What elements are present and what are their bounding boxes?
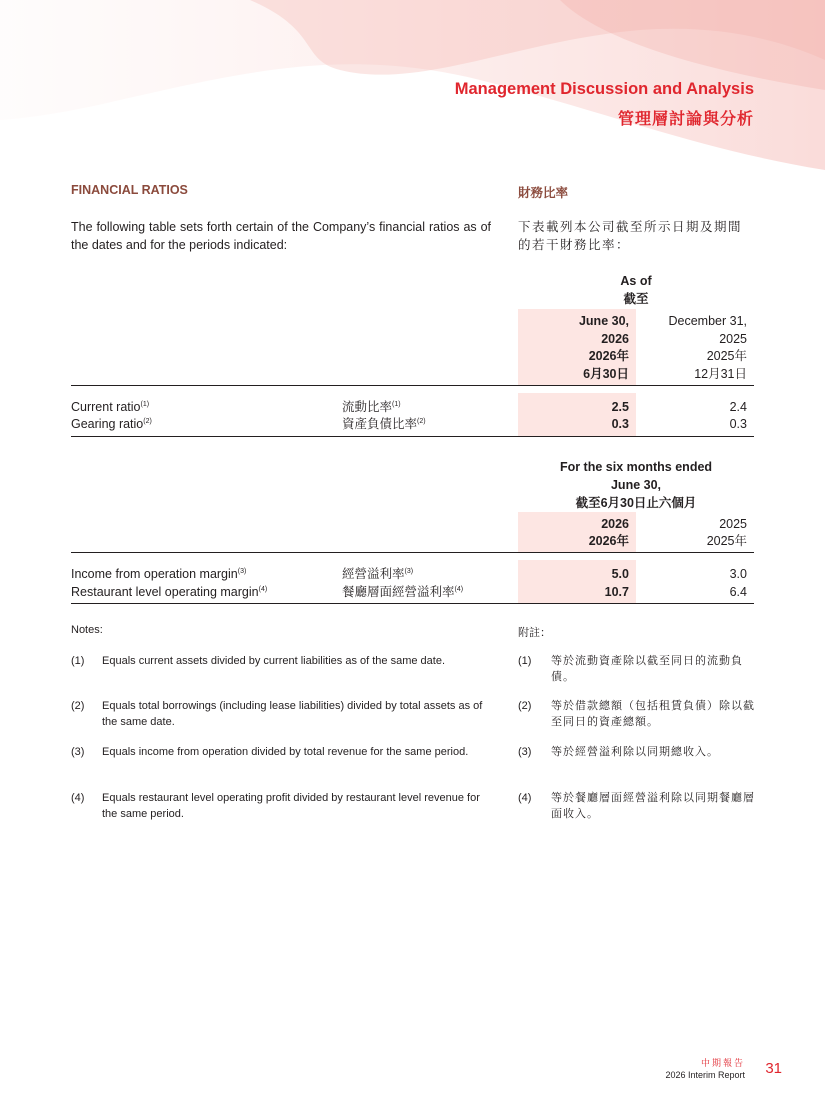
note-1-text-en: Equals current assets divided by current liabilities as of the same date.: [102, 655, 446, 667]
intro-text-zh: 下表載列本公司截至所示日期及期間的若干財務比率：: [518, 220, 743, 252]
section-title-zh: 財務比率: [518, 186, 569, 200]
table1-col1-line4: 6月30日: [583, 367, 629, 381]
note-4-text-en: Equals restaurant level operating profit divided by restaurant level revenue for the same period.: [102, 792, 480, 820]
income-margin-2026: 5.0: [611, 567, 629, 581]
table-row-gearing-ratio-zh: 資產負債比率$^{(2)}$: [342, 417, 426, 431]
note-3-text-en: Equals income from operation divided by total revenue for the same period.: [102, 746, 469, 758]
table2-col1-line1: 2026: [601, 517, 629, 531]
restaurant-margin-2026: 10.7: [604, 585, 629, 599]
table-row-current-ratio-en: Current ratio$^{(1)}$: [71, 400, 150, 414]
income-margin-2025: 3.0: [729, 567, 747, 581]
note-4-text-zh: 等於餐廳層面經營溢利除以同期餐廳層面收入。: [551, 792, 755, 820]
notes-title-zh: 附註：: [518, 627, 551, 639]
table1-top-rule: [71, 385, 754, 386]
table1-col1-line1: June 30,: [578, 314, 629, 328]
note-4-num-zh: (4): [518, 792, 532, 804]
gearing-ratio-2026: 0.3: [611, 417, 629, 431]
table1-group-header-en: As of: [620, 274, 652, 288]
intro-text-en: The following table sets forth certain of the Company’s financial ratios as of the dates and for the periods indicated:: [71, 220, 491, 252]
current-ratio-2025: 2.4: [729, 400, 747, 414]
table2-group-header-zh: 截至6月30日止六個月: [575, 496, 697, 510]
table1-col2-line1: December 31,: [668, 314, 747, 328]
note-4-num-en: (4): [71, 792, 85, 804]
note-2-text-en: Equals total borrowings (including lease liabilities) divided by total assets as of the same date.: [102, 700, 483, 728]
header-title-zh: 管理層討論與分析: [617, 111, 754, 128]
table1-bottom-rule: [71, 436, 754, 437]
table1-col2-line3: 2025年: [706, 349, 747, 363]
table2-top-rule: [71, 552, 754, 553]
note-2-num-en: (2): [71, 700, 85, 712]
table-row-restaurant-margin-en: Restaurant level operating margin$^{(4)}$: [71, 585, 268, 599]
table2-group-header-en-2: June 30,: [610, 478, 662, 492]
header-title-en: Management Discussion and Analysis: [454, 80, 754, 98]
table1-col1-line2: 2026: [601, 332, 629, 346]
table2-col2-line2: 2025年: [706, 534, 747, 548]
table-row-current-ratio-zh: 流動比率$^{(1)}$: [342, 400, 401, 414]
table2-col2-line1: 2025: [719, 517, 747, 531]
gearing-ratio-2025: 0.3: [729, 417, 747, 431]
table-row-restaurant-margin-zh: 餐廳層面經營溢利率$^{(4)}$: [342, 585, 464, 599]
note-2-text-zh: 等於借款總額（包括租賃負債）除以截至同日的資產總額。: [551, 700, 755, 728]
table-row-gearing-ratio-en: Gearing ratio$^{(2)}$: [71, 417, 152, 431]
table2-group-header-en-1: For the six months ended: [559, 460, 713, 474]
note-1-text-zh: 等於流動資產除以截至同日的流動負債。: [551, 655, 743, 683]
table1-col2-line4: 12月31日: [694, 367, 747, 381]
table1-col1-line3: 2026年: [588, 349, 629, 363]
page-number: 31: [765, 1060, 782, 1077]
table2-col1-line2: 2026年: [588, 534, 629, 548]
note-2-num-zh: (2): [518, 700, 532, 712]
note-3-num-zh: (3): [518, 746, 532, 758]
footer-report-en: 2026 Interim Report: [665, 1070, 745, 1080]
note-3-num-en: (3): [71, 746, 85, 758]
notes-title-en: Notes:: [71, 624, 103, 636]
table1-col2-line2: 2025: [719, 332, 747, 346]
current-ratio-2026: 2.5: [611, 400, 629, 414]
table-row-income-margin-en: Income from operation margin$^{(3)}$: [71, 567, 247, 581]
footer-report-zh: 中期報告: [700, 1058, 745, 1068]
table2-bottom-rule: [71, 603, 754, 604]
note-1-num-zh: (1): [518, 655, 532, 667]
note-3-text-zh: 等於經營溢利除以同期總收入。: [551, 746, 719, 758]
section-title-en: FINANCIAL RATIOS: [71, 183, 188, 197]
table-row-income-margin-zh: 經營溢利率$^{(3)}$: [342, 567, 414, 581]
background-swoosh: [0, 0, 825, 200]
restaurant-margin-2025: 6.4: [729, 585, 747, 599]
note-1-num-en: (1): [71, 655, 85, 667]
table1-group-header-zh: 截至: [623, 292, 649, 306]
